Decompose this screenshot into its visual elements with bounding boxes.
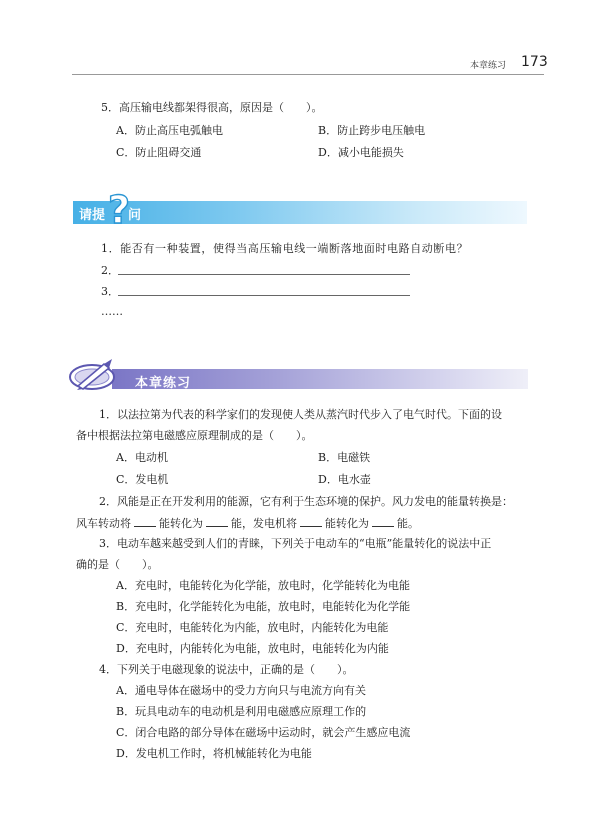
- ask-section-title-right: 问: [128, 208, 142, 223]
- exercise-q1-option-d: D．电水壶: [318, 473, 371, 486]
- pencil-paper-icon: [68, 356, 122, 392]
- fill-blank[interactable]: [372, 516, 394, 527]
- exercise-q1-line1: 1．以法拉第为代表的科学家们的发现使人类从蒸汽时代步入了电气时代。下面的设: [99, 408, 502, 421]
- exercise-q4-option-a: A．通电导体在磁场中的受力方向只与电流方向有关: [116, 684, 366, 697]
- exercise-q3-line2: 确的是（ ）。: [76, 558, 159, 571]
- exercise-q1-option-c: C．发电机: [116, 473, 169, 486]
- exercise-q2-line2: [76, 516, 419, 531]
- exercise-q2-line1: 2．风能是正在开发利用的能源，它有利于生态环境的保护。风力发电的能量转换是：: [99, 495, 513, 508]
- q5-stem: 5．高压输电线都架得很高，原因是（ ）。: [101, 101, 323, 114]
- exercise-q3-option-a: A．充电时，电能转化为化学能，放电时，化学能转化为电能: [116, 579, 410, 592]
- q2-text-part-4: 能转化为: [325, 517, 369, 530]
- ask-question-1: 1．能否有一种装置，使得当高压输电线一端断落地面时电路自动断电？: [101, 242, 469, 255]
- ask-question-3-line: [118, 295, 410, 296]
- exercise-q3-line1: 3．电动车越来越受到人们的青睐，下列关于电动车的“电瓶”能量转化的说法中正: [99, 537, 492, 550]
- exercise-q4-option-c: C．闭合电路的部分导体在磁场中运动时，就会产生感应电流: [116, 726, 411, 739]
- exercise-q1-line2: 备中根据法拉第电磁感应原理制成的是（ ）。: [76, 429, 313, 442]
- exercise-q4-stem: 4．下列关于电磁现象的说法中，正确的是（ ）。: [99, 663, 354, 676]
- ask-question-2-number: 2．: [101, 264, 119, 277]
- exercise-section-title: 本章练习: [135, 376, 192, 391]
- exercise-q3-option-c: C．充电时，电能转化为内能，放电时，内能转化为电能: [116, 621, 389, 634]
- svg-text:?: ?: [108, 189, 131, 229]
- q5-option-d: D．减小电能损失: [318, 146, 404, 159]
- exercise-q1-option-a: A．电动机: [116, 451, 168, 464]
- exercise-q4-option-d: D．发电机工作时，将机械能转化为电能: [116, 747, 312, 760]
- q5-option-a: A．防止高压电弧触电: [116, 124, 223, 137]
- q5-option-b: B．防止跨步电压触电: [318, 124, 426, 137]
- header-rule: [72, 74, 544, 75]
- q5-option-c: C．防止阻碍交通: [116, 146, 202, 159]
- running-header-chapter: 本章练习: [470, 61, 507, 71]
- fill-blank[interactable]: [206, 516, 228, 527]
- fill-blank[interactable]: [300, 516, 322, 527]
- exercise-q3-option-b: B．充电时，化学能转化为电能，放电时，电能转化为化学能: [116, 600, 411, 613]
- ask-ellipsis: ……: [101, 305, 123, 318]
- ask-section-banner: [73, 201, 527, 224]
- q2-text-part-3: 能，发电机将: [231, 517, 297, 530]
- ask-question-2-line: [118, 274, 410, 275]
- q2-text-part-5: 能。: [397, 517, 419, 530]
- ask-section-title-left: 请提: [79, 208, 106, 223]
- page-number: 173: [521, 54, 548, 70]
- fill-blank[interactable]: [134, 516, 156, 527]
- exercise-q3-option-d: D．充电时，内能转化为电能，放电时，电能转化为内能: [116, 642, 389, 655]
- q2-text-part-2: 能转化为: [159, 517, 203, 530]
- q2-text-part-1: 风车转动将: [76, 517, 131, 530]
- exercise-q1-option-b: B．电磁铁: [318, 451, 371, 464]
- exercise-q4-option-b: B．玩具电动车的电动机是利用电磁感应原理工作的: [116, 705, 367, 718]
- ask-question-3-number: 3．: [101, 285, 119, 298]
